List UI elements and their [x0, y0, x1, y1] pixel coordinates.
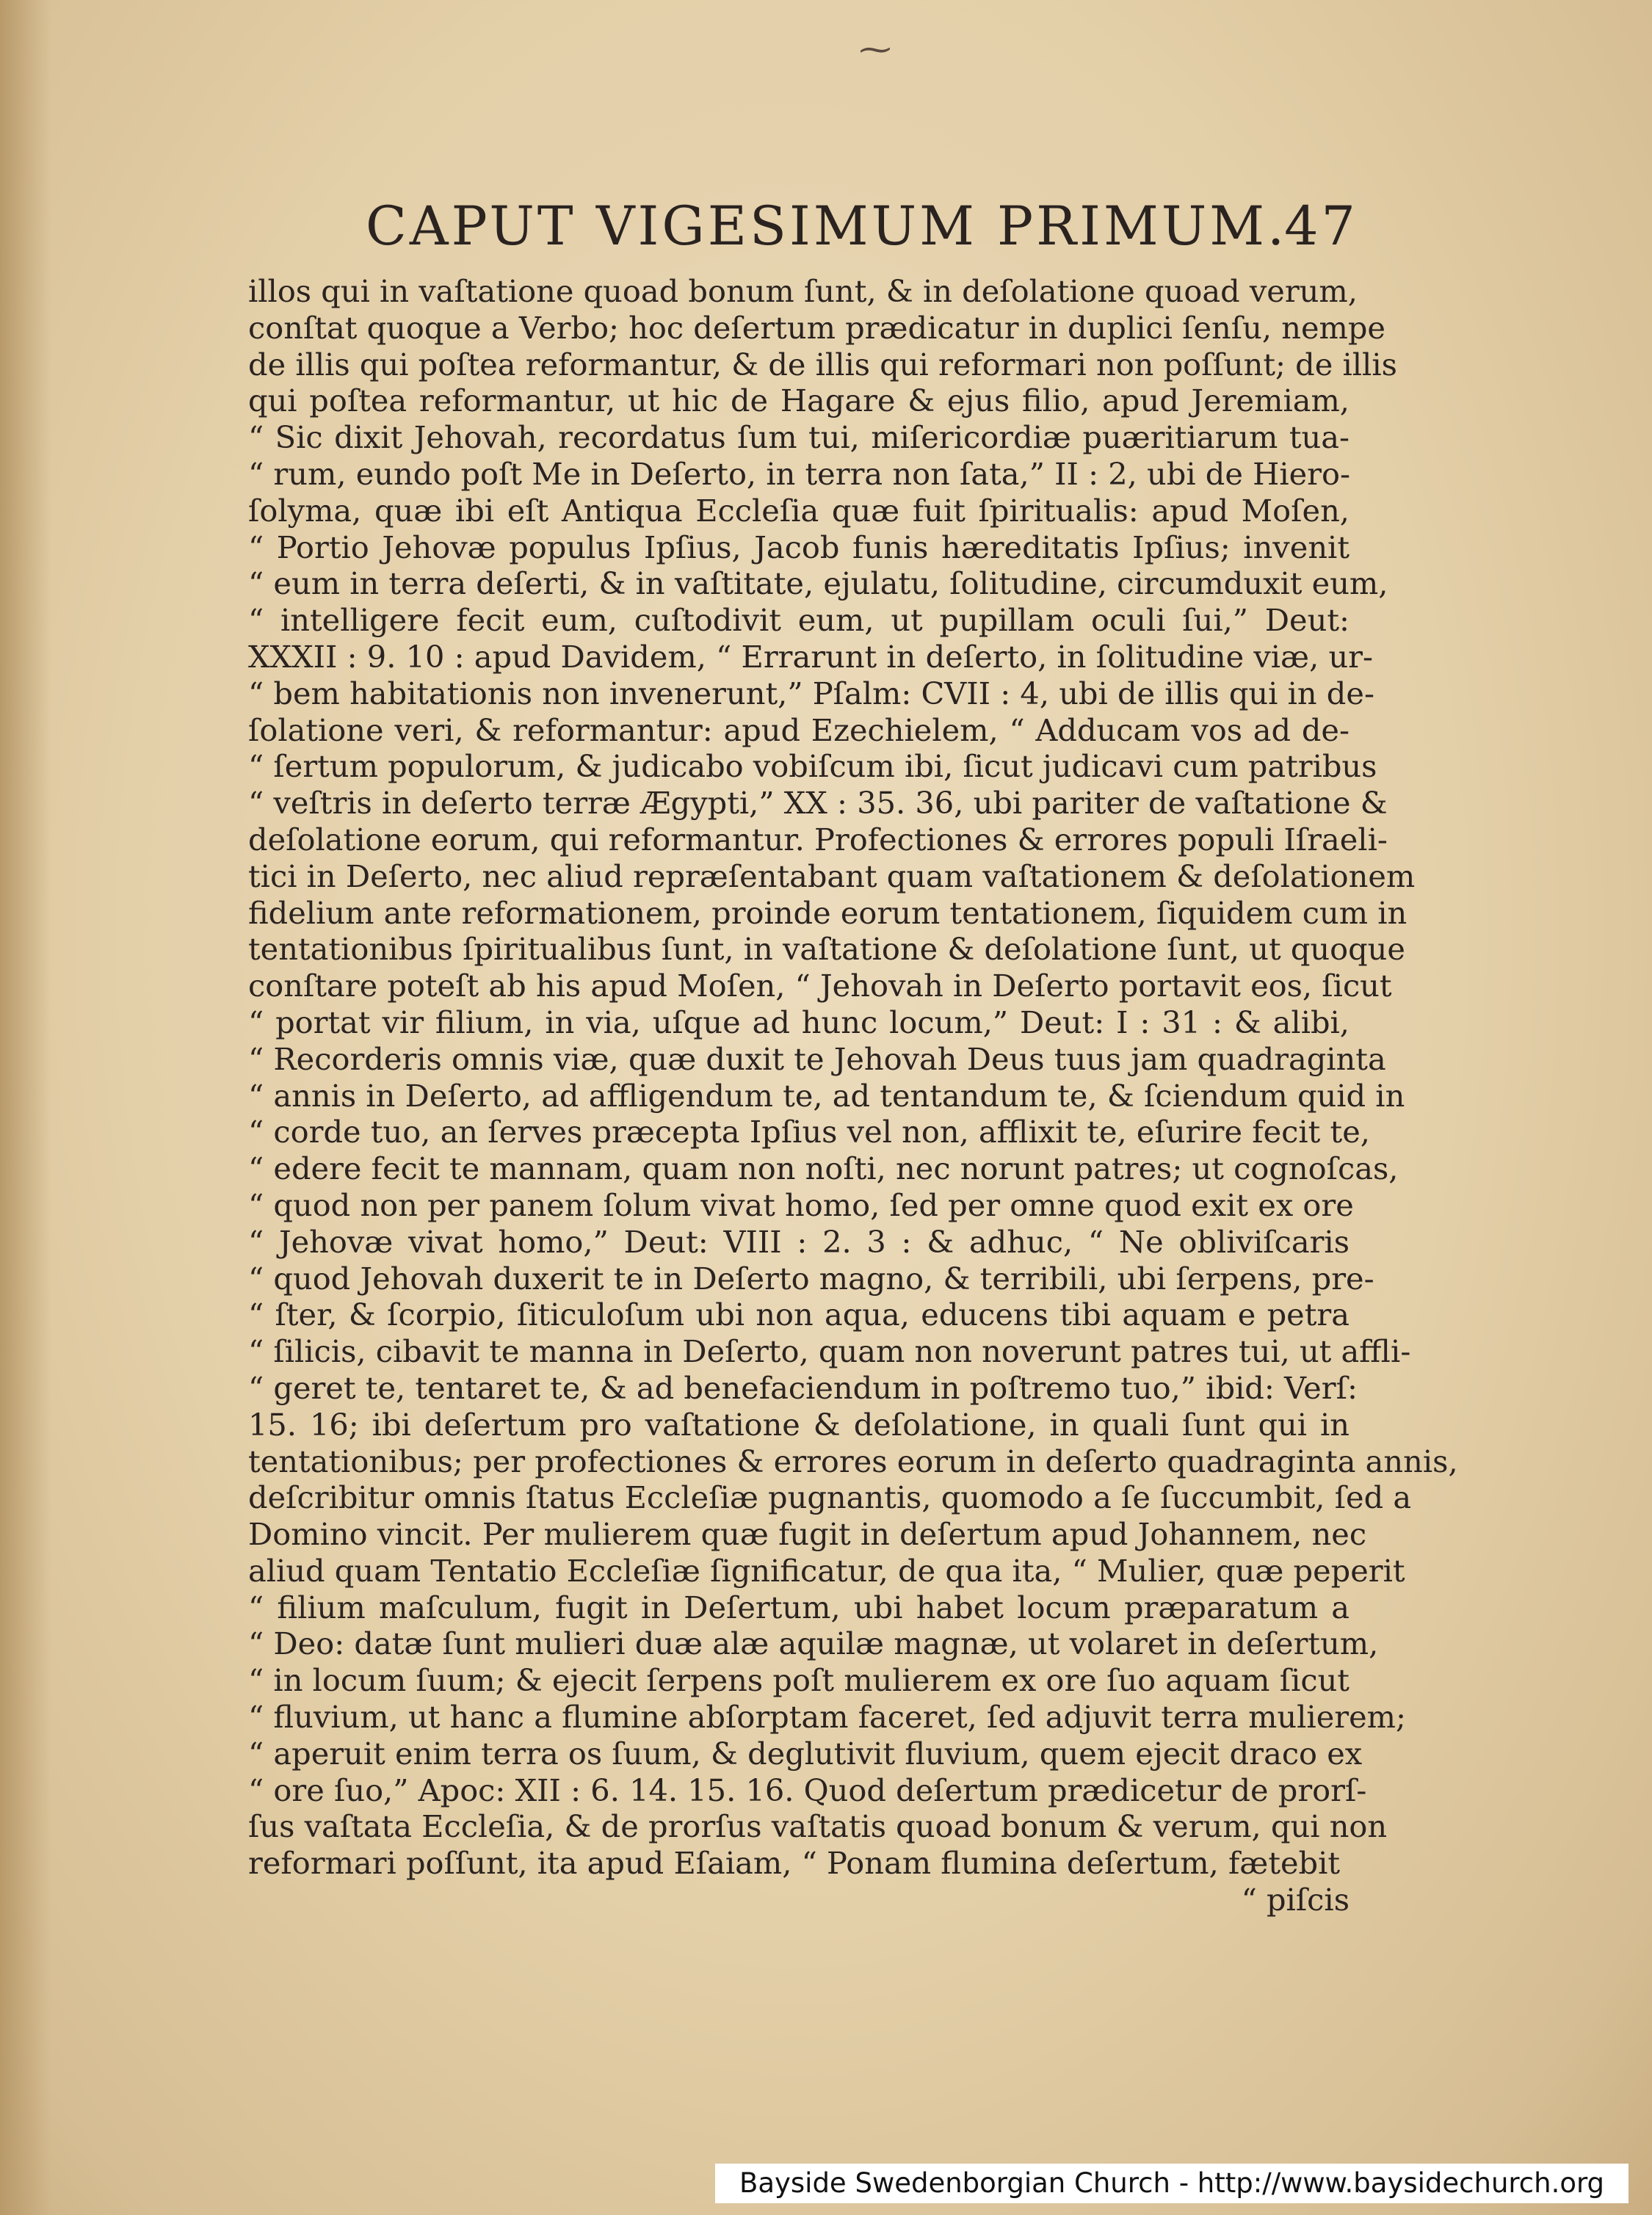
text-line: “ filium maſculum, fugit in Deſertum, ubi habet locum præparatum a [248, 1589, 1350, 1625]
text-line: “ Sic dixit Jehovah, recordatus ſum tui, miſericordiæ puæritiarum tua- [248, 419, 1350, 456]
text-line: “ rum, eundo poſt Me in Deſerto, in terra non ſata,” II : 2, ubi de Hiero- [248, 455, 1350, 492]
text-line: illos qui in vaſtatione quoad bonum ſunt, & in deſolatione quoad verum, [248, 273, 1358, 309]
text-line: ſolyma, quæ ibi eſt Antiqua Eccleſia quæ fuit ſpiritualis: apud Moſen, [248, 492, 1350, 529]
page-number: 47 [1284, 195, 1358, 258]
top-ornament: ⁓ [859, 31, 891, 68]
text-line: de illis qui poſtea reformantur, & de illis qui reformari non poſſunt; de illis [248, 346, 1397, 383]
text-line: “ geret te, tentaret te, & ad benefaciendum in poſtremo tuo,” ibid: Verſ: [248, 1369, 1358, 1406]
text-line: aliud quam Tentatio Eccleſiæ ſignificatur, de qua ita, “ Mulier, quæ peperit [248, 1552, 1405, 1589]
text-line: “ Portio Jehovæ populus Ipſius, Jacob funis hæreditatis Ipſius; invenit [248, 529, 1350, 565]
text-line: “ ſilicis, cibavit te manna in Deſerto, quam non noverunt patres tui, ut affli- [248, 1333, 1411, 1370]
text-line: “ ſertum populorum, & judicabo vobiſcum ibi, ſicut judicavi cum patribus [248, 748, 1377, 785]
chapter-title: CAPUT VIGESIMUM PRIMUM. [366, 195, 1288, 258]
text-line: “ Deo: datæ ſunt mulieri duæ alæ aquilæ magnæ, ut volaret in deſertum, [248, 1625, 1379, 1662]
text-line: “ Recorderis omnis viæ, quæ duxit te Jehovah Deus tuus jam quadraginta [248, 1040, 1386, 1077]
text-line: Domino vincit. Per mulierem quæ fugit in deſertum apud Johannem, nec [248, 1516, 1367, 1553]
text-line: tentationibus; per profectiones & errores eorum in deſerto quadraginta annis, [248, 1443, 1458, 1479]
text-line: “ veſtris in deſerto terræ Ægypti,” XX : 35. 36, ubi pariter de vaſtatione & [248, 785, 1388, 822]
text-line: 15. 16; ibi deſertum pro vaſtatione & deſolatione, in quali ſunt qui in [248, 1406, 1350, 1443]
text-line: “ corde tuo, an ſerves præcepta Ipſius vel non, afflixit te, eſurire fecit te, [248, 1114, 1370, 1150]
text-line: “ quod non per panem ſolum vivat homo, ſed per omne quod exit ex ore [248, 1186, 1354, 1223]
text-line: “ eum in terra deſerti, & in vaſtitate, ejulatu, ſolitudine, circumduxit eum, [248, 565, 1388, 602]
text-line: “ Jehovæ vivat homo,” Deut: VIII : 2. 3 : & adhuc, “ Ne obliviſcaris [248, 1223, 1350, 1260]
text-line: “ in locum ſuum; & ejecit ſerpens poſt mulierem ex ore ſuo aquam ſicut [248, 1662, 1350, 1699]
text-line: conſtare poteſt ab his apud Moſen, “ Jehovah in Deſerto portavit eos, ſicut [248, 968, 1392, 1004]
text-line: “ bem habitationis non invenerunt,” Pſalm: CVII : 4, ubi de illis qui in de- [248, 675, 1374, 711]
running-head [257, 195, 1358, 266]
body-text [248, 273, 1458, 1918]
text-line: “ edere fecit te mannam, quam non noſti, nec norunt patres; ut cognoſcas, [248, 1150, 1399, 1187]
text-line: XXXII : 9. 10 : apud Davidem, “ Errarunt in deſerto, in ſolitudine viæ, ur- [248, 638, 1374, 675]
text-line: “ ore ſuo,” Apoc: XII : 6. 14. 15. 16. Quod deſertum prædicetur de prorſ- [248, 1772, 1367, 1808]
text-line: tici in Deſerto, nec aliud repræſentabant quam vaſtationem & deſolationem [248, 858, 1416, 894]
text-line: “ portat vir filium, in via, uſque ad hunc locum,” Deut: I : 31 : & alibi, [248, 1004, 1350, 1040]
page-gutter-shadow [0, 0, 51, 2215]
text-line: “ aperuit enim terra os ſuum, & deglutivit fluvium, quem ejecit draco ex [248, 1735, 1363, 1772]
text-line: “ intelligere fecit eum, cuſtodivit eum, ut pupillam oculi ſui,” Deut: [248, 602, 1350, 639]
watermark-banner: Bayside Swedenborgian Church - http://www.baysidechurch.org [715, 2164, 1629, 2203]
text-line: “ annis in Deſerto, ad affligendum te, ad tentandum te, & ſciendum quid in [248, 1077, 1405, 1114]
text-line: conſtat quoque a Verbo; hoc deſertum prædicatur in duplici ſenſu, nempe [248, 309, 1385, 346]
text-line: fidelium ante reformationem, proinde eorum tentationem, ſiquidem cum in [248, 894, 1408, 931]
text-line: deſcribitur omnis ſtatus Eccleſiæ pugnantis, quomodo a ſe ſuccumbit, ſed a [248, 1479, 1412, 1516]
text-line: tentationibus ſpiritualibus ſunt, in vaſtatione & deſolatione ſunt, ut quoque [248, 931, 1405, 968]
text-line: ſolatione veri, & reformantur: apud Ezechielem, “ Adducam vos ad de- [248, 711, 1350, 748]
text-line: “ fluvium, ut hanc a flumine abſorptam faceret, ſed adjuvit terra mulierem; [248, 1699, 1406, 1736]
catchword: “ piſcis [1241, 1882, 1350, 1918]
text-line: ſus vaſtata Eccleſia, & de prorſus vaſtatis quoad bonum & verum, qui non [248, 1808, 1388, 1845]
text-line: reformari poſſunt, ita apud Eſaiam, “ Ponam flumina deſertum, fætebit [248, 1845, 1341, 1882]
text-line: “ ſter, & ſcorpio, ſiticuloſum ubi non aqua, educens tibi aquam e petra [248, 1297, 1350, 1333]
text-line: “ quod Jehovah duxerit te in Deſerto magno, & terribili, ubi ſerpens, pre- [248, 1260, 1374, 1297]
text-line: deſolatione eorum, qui reformantur. Profectiones & errores populi Iſraeli- [248, 821, 1388, 858]
text-line: qui poſtea reformantur, ut hic de Hagare & ejus filio, apud Jeremiam, [248, 383, 1350, 419]
